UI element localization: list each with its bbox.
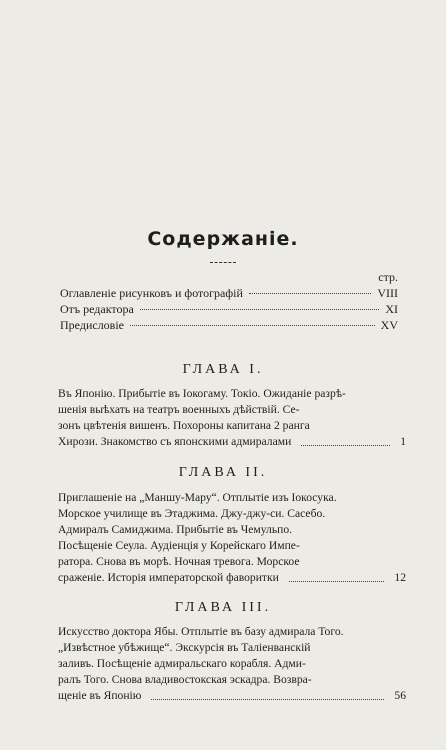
- dot-leader: [130, 325, 375, 326]
- summary-line: [58, 522, 406, 538]
- summary-line: [58, 570, 406, 586]
- summary-line: [58, 506, 406, 522]
- summary-text: „Извѣстное убѣжище“. Экскурсія въ Таліенванскій: [58, 641, 311, 654]
- toc-entry-label: Отъ редактора: [60, 302, 134, 316]
- chapter-page: 12: [394, 571, 406, 584]
- dot-leader: [249, 293, 371, 294]
- dot-leader: [151, 684, 384, 700]
- summary-line: [58, 490, 406, 506]
- chapter-summary: [58, 624, 406, 704]
- toc-entry: [60, 286, 398, 302]
- chapter-page: 1: [400, 435, 406, 448]
- summary-line: [58, 386, 406, 402]
- summary-line: [58, 688, 406, 704]
- chapter-summary: [58, 490, 406, 586]
- chapter-heading: ГЛАВА II.: [178, 465, 268, 480]
- summary-line: [58, 656, 406, 672]
- summary-text: зонъ цвѣтенія вишенъ. Похороны капитана 2 ранга: [58, 419, 310, 432]
- summary-line: [58, 640, 406, 656]
- page-title: Содержаніе.: [147, 228, 299, 250]
- toc-entry: [60, 318, 398, 334]
- summary-text: Морское училище въ Этаджима. Джу-джу-си. Сасебо.: [58, 507, 326, 520]
- dot-leader: [289, 566, 385, 582]
- toc-entry-label: Предисловіе: [60, 318, 125, 332]
- summary-text: Хирози. Знакомство съ японскими адмиралами: [58, 435, 292, 448]
- summary-text: сраженіе. Исторія императорской фаворитки: [58, 571, 279, 584]
- page-column-header: стр.: [378, 270, 398, 284]
- summary-text: Адмиралъ Самиджима. Прибытіе въ Чемульпо.: [58, 523, 293, 536]
- summary-text: шенія выѣхать на театръ военныхъ дѣйствій. Се-: [58, 403, 300, 416]
- summary-text: Приглашеніе на „Маншу-Мару“. Отплытіе изъ Іокосука.: [58, 491, 337, 504]
- summary-text: Искусство доктора Ябы. Отплытіе въ базу адмирала Того.: [58, 625, 344, 638]
- dot-leader: [140, 309, 380, 310]
- summary-line: [58, 538, 406, 554]
- toc-entry-label: Оглавленіе рисунковъ и фотографій: [60, 286, 243, 300]
- toc-entry: [60, 302, 398, 318]
- summary-text: Въ Японію. Прибытіе въ Іокогаму. Токіо. Ожиданіе разрѣ-: [58, 387, 346, 400]
- summary-line: [58, 624, 406, 640]
- summary-text: ратора. Снова въ морѣ. Ночная тревога. Морское: [58, 555, 300, 568]
- summary-text: Посѣщеніе Сеула. Аудіенція у Корейскаго Импе-: [58, 539, 300, 552]
- toc-entry-page: XV: [380, 318, 398, 332]
- summary-text: ралъ Того. Снова владивостокская эскадра. Возвра-: [58, 673, 312, 686]
- chapter-page: 56: [394, 689, 406, 702]
- summary-line: [58, 402, 406, 418]
- title-ornament: [210, 262, 236, 264]
- summary-line: [58, 434, 406, 450]
- dot-leader: [301, 430, 390, 446]
- chapter-summary: [58, 386, 406, 450]
- summary-text: щеніе въ Японію: [58, 689, 142, 702]
- chapter-heading: ГЛАВА III.: [174, 600, 272, 615]
- summary-text: заливъ. Посѣщеніе адмиральскаго корабля. Адми-: [58, 657, 306, 670]
- toc-entry-page: XI: [385, 302, 398, 316]
- toc-entry-page: VIII: [377, 286, 398, 300]
- chapter-heading: ГЛАВА I.: [182, 362, 264, 377]
